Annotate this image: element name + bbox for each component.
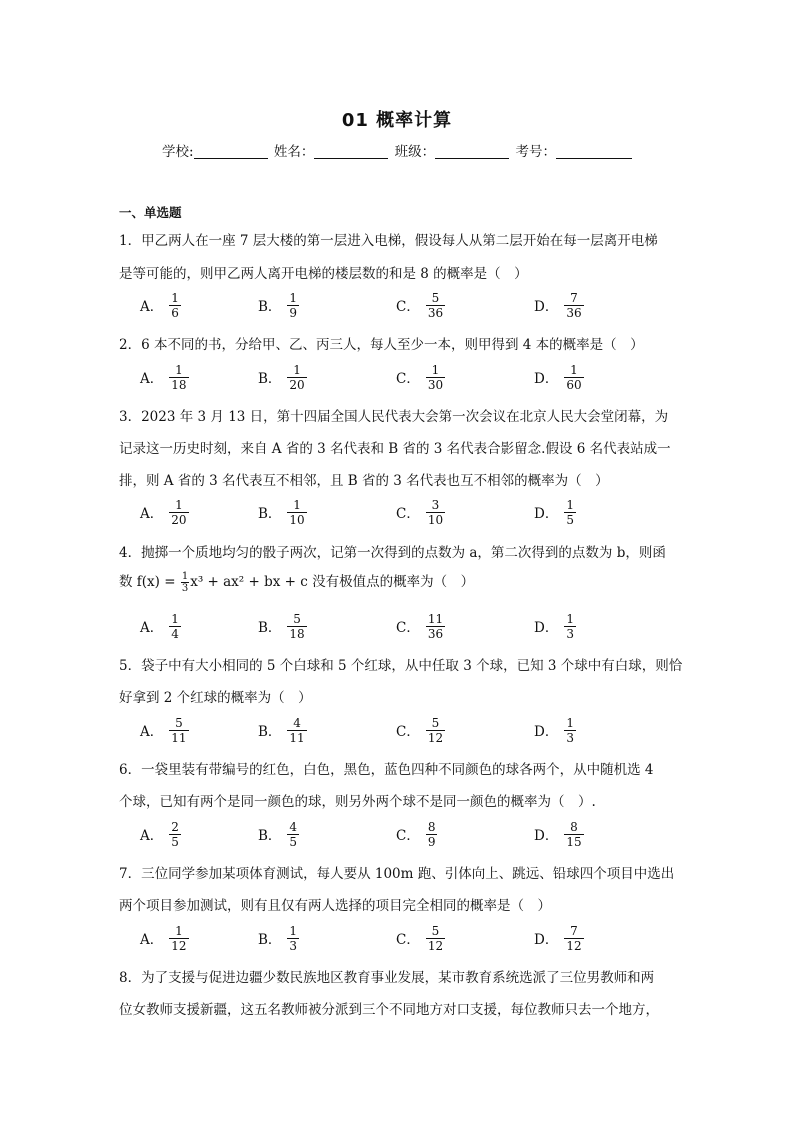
fraction-denominator: 3 [289, 938, 298, 953]
option-letter: B． [258, 620, 282, 636]
option-letter: D． [534, 506, 559, 522]
option-fraction [426, 924, 445, 953]
question-5-line-1: 5．袋子中有大小相同的 5 个白球和 5 个红球，从中任取 3 个球，已知 3 个球中有白球，则恰 [119, 658, 683, 674]
fraction-numerator: 1 [175, 497, 183, 512]
question-4-line-1: 4．抛掷一个质地均匀的骰子两次，记第一次得到的点数为 a，第二次得到的点数为 b，则函 [119, 545, 666, 561]
fraction-numerator: 4 [289, 819, 298, 834]
option-fraction [169, 363, 188, 392]
number-field[interactable] [556, 144, 632, 159]
fraction-numerator: 5 [293, 611, 301, 626]
fraction-denominator: 20 [171, 512, 187, 527]
option-letter: A． [140, 620, 164, 636]
fraction-numerator: 7 [570, 290, 578, 305]
fraction-denominator: 36 [427, 626, 444, 641]
option-a[interactable] [140, 713, 189, 747]
question-1-options [140, 288, 700, 322]
question-2-options [140, 360, 700, 394]
option-c[interactable] [396, 713, 445, 747]
option-fraction [287, 498, 306, 527]
option-c[interactable] [396, 288, 445, 322]
option-fraction [426, 498, 445, 527]
option-d[interactable] [534, 817, 584, 851]
fraction-denominator: 36 [566, 305, 582, 320]
fraction-numerator: 1 [181, 571, 189, 582]
option-fraction [564, 363, 583, 392]
option-fraction [426, 716, 445, 745]
option-d[interactable] [534, 921, 584, 955]
fraction-numerator: 8 [427, 819, 436, 834]
question-3-options [140, 495, 700, 529]
school-label: 学校: [162, 144, 194, 160]
option-fraction [287, 612, 306, 641]
fraction-denominator: 11 [289, 730, 305, 745]
option-c[interactable] [396, 921, 445, 955]
fraction-numerator: 1 [566, 715, 574, 730]
option-fraction [426, 612, 445, 641]
fraction-denominator: 11 [171, 730, 187, 745]
option-letter: C． [396, 506, 420, 522]
fraction-numerator: 5 [431, 290, 440, 305]
option-c[interactable] [396, 360, 445, 394]
option-letter: B． [258, 371, 282, 387]
class-label: 班级： [394, 144, 436, 160]
option-d[interactable] [534, 495, 576, 529]
question-7-options [140, 921, 700, 955]
number-label: 考号： [515, 144, 556, 160]
fraction-numerator: 1 [289, 290, 298, 305]
fraction-numerator: 1 [293, 497, 301, 512]
fraction-denominator: 5 [289, 834, 298, 849]
option-a[interactable] [140, 609, 181, 643]
fraction-numerator: 5 [175, 715, 183, 730]
option-fraction [564, 612, 576, 641]
question-5-line-2: 好拿到 2 个红球的概率为（ ） [119, 690, 312, 706]
fraction-denominator: 12 [427, 730, 444, 745]
question-6-options [140, 817, 700, 851]
option-letter: D． [534, 620, 559, 636]
fraction-numerator: 5 [431, 715, 440, 730]
option-fraction [426, 363, 445, 392]
question-1-line-1: 1．甲乙两人在一座 7 层大楼的第一层进入电梯，假设每人从第二层开始在每一层离开电梯 [119, 233, 658, 249]
fraction-denominator: 15 [566, 834, 582, 849]
option-letter: D． [534, 299, 559, 315]
option-c[interactable] [396, 609, 445, 643]
question-3-line-3: 排，则 A 省的 3 名代表互不相邻，且 B 省的 3 名代表也互不相邻的概率为（ ） [119, 473, 609, 489]
fraction-numerator: 7 [570, 923, 578, 938]
fraction-numerator: 1 [175, 362, 183, 377]
fraction-denominator: 10 [427, 512, 444, 527]
option-d[interactable] [534, 288, 584, 322]
option-letter: C． [396, 371, 420, 387]
fraction-denominator: 3 [566, 626, 574, 641]
fraction-numerator: 1 [566, 611, 574, 626]
option-fraction [287, 924, 299, 953]
option-fraction [426, 291, 445, 320]
fraction-denominator: 9 [289, 305, 298, 320]
fraction-numerator: 1 [289, 923, 298, 938]
option-a[interactable] [140, 495, 189, 529]
option-letter: B． [258, 506, 282, 522]
fraction-denominator: 3 [566, 730, 574, 745]
option-letter: A． [140, 828, 164, 844]
fraction-denominator: 6 [171, 305, 179, 320]
option-b[interactable] [258, 360, 307, 394]
option-letter: C． [396, 932, 420, 948]
fraction-denominator: 12 [427, 938, 444, 953]
fraction-numerator: 1 [171, 290, 179, 305]
fraction-numerator: 1 [171, 611, 179, 626]
fraction-numerator: 3 [431, 497, 440, 512]
option-letter: A． [140, 932, 164, 948]
option-fraction [564, 498, 576, 527]
option-fraction [169, 716, 188, 745]
option-fraction [287, 820, 299, 849]
option-letter: C． [396, 620, 420, 636]
option-fraction [426, 820, 438, 849]
option-d[interactable] [534, 713, 576, 747]
option-fraction [564, 924, 583, 953]
fraction-numerator: 1 [175, 923, 183, 938]
school-field[interactable] [194, 144, 268, 159]
question-4-line-2 [119, 570, 474, 594]
question-6-line-2: 个球，已知有两个是同一颜色的球，则另外两个球不是同一颜色的概率为（ ）. [119, 794, 596, 810]
option-letter: A． [140, 724, 164, 740]
section-heading: 一、单选题 [119, 205, 182, 220]
name-field[interactable] [314, 144, 388, 159]
question-2-line-1: 2．6 本不同的书，分给甲、乙、丙三人，每人至少一本，则甲得到 4 本的概率是（ ） [119, 337, 644, 353]
option-fraction [287, 716, 306, 745]
option-b[interactable] [258, 713, 307, 747]
option-a[interactable] [140, 817, 181, 851]
fraction-denominator: 30 [427, 377, 444, 392]
option-letter: C． [396, 828, 420, 844]
option-d[interactable] [534, 360, 584, 394]
fraction-numerator: 8 [570, 819, 578, 834]
option-fraction [169, 924, 188, 953]
option-letter: A． [140, 299, 164, 315]
option-d[interactable] [534, 609, 576, 643]
fraction-denominator: 20 [289, 377, 305, 392]
option-b[interactable] [258, 288, 299, 322]
option-letter: D． [534, 828, 559, 844]
fraction-denominator: 36 [427, 305, 444, 320]
fraction-numerator: 1 [566, 497, 574, 512]
option-fraction [169, 820, 181, 849]
fraction-denominator: 4 [171, 626, 179, 641]
option-fraction [564, 291, 583, 320]
fraction-numerator: 11 [427, 611, 444, 626]
option-letter: B． [258, 299, 282, 315]
name-label: 姓名： [273, 144, 315, 160]
question-8-line-2: 位女教师支援新疆，这五名教师被分派到三个不同地方对口支援，每位教师只去一个地方， [119, 1002, 659, 1018]
option-letter: D． [534, 371, 559, 387]
option-letter: B． [258, 828, 282, 844]
fraction-numerator: 1 [570, 362, 578, 377]
option-letter: C． [396, 724, 420, 740]
option-b[interactable] [258, 921, 299, 955]
option-letter: D． [534, 724, 559, 740]
option-fraction [287, 363, 306, 392]
question-7-line-2: 两个项目参加测试，则有且仅有两人选择的项目完全相同的概率是（ ） [119, 898, 551, 914]
fraction-numerator: 1 [293, 362, 301, 377]
option-fraction [287, 291, 299, 320]
question-1-line-2: 是等可能的，则甲乙两人离开电梯的楼层数的和是 8 的概率是（ ） [119, 266, 528, 282]
option-c[interactable] [396, 495, 445, 529]
fraction-denominator: 9 [427, 834, 436, 849]
fraction-denominator: 18 [171, 377, 187, 392]
question-8-line-1: 8．为了支援与促进边疆少数民族地区教育事业发展，某市教育系统选派了三位男教师和两 [119, 970, 655, 986]
option-letter: D． [534, 932, 559, 948]
option-letter: A． [140, 506, 164, 522]
option-letter: A． [140, 371, 164, 387]
option-c[interactable] [396, 817, 437, 851]
fraction-denominator: 5 [566, 512, 574, 527]
option-b[interactable] [258, 609, 307, 643]
option-fraction [564, 716, 576, 745]
question-4-fraction [181, 571, 189, 594]
question-4-suffix: x³ + ax² + bx + c 没有极值点的概率为（ ） [190, 574, 475, 590]
class-field[interactable] [435, 144, 509, 159]
fraction-numerator: 1 [431, 362, 440, 377]
question-4-options [140, 609, 700, 643]
fraction-numerator: 4 [293, 715, 301, 730]
option-b[interactable] [258, 495, 307, 529]
fraction-denominator: 12 [171, 938, 187, 953]
option-letter: B． [258, 932, 282, 948]
option-a[interactable] [140, 288, 181, 322]
page-title: 01 概率计算 [341, 110, 453, 131]
option-a[interactable] [140, 921, 189, 955]
option-letter: B． [258, 724, 282, 740]
option-fraction [169, 612, 181, 641]
option-fraction [169, 291, 181, 320]
fraction-denominator: 12 [566, 938, 582, 953]
question-3-line-1: 3．2023 年 3 月 13 日，第十四届全国人民代表大会第一次会议在北京人民大会堂闭幕，为 [119, 409, 669, 425]
fraction-denominator: 3 [181, 583, 189, 594]
question-6-line-1: 6．一袋里装有带编号的红色，白色，黑色，蓝色四种不同颜色的球各两个，从中随机选 4 [119, 762, 654, 778]
question-5-options [140, 713, 700, 747]
option-fraction [564, 820, 583, 849]
option-letter: C． [396, 299, 420, 315]
fraction-denominator: 5 [171, 834, 179, 849]
option-fraction [169, 498, 188, 527]
fraction-denominator: 18 [289, 626, 305, 641]
fraction-numerator: 2 [171, 819, 179, 834]
option-a[interactable] [140, 360, 189, 394]
option-b[interactable] [258, 817, 299, 851]
fraction-numerator: 5 [431, 923, 440, 938]
question-3-line-2: 记录这一历史时刻，来自 A 省的 3 名代表和 B 省的 3 名代表合影留念.假设 6 名代表站成一 [119, 441, 671, 457]
question-7-line-1: 7．三位同学参加某项体育测试，每人要从 100m 跑、引体向上、跳远、铅球四个项目中选出 [119, 866, 675, 882]
fraction-denominator: 10 [289, 512, 305, 527]
question-4-prefix: 数 f(x) = [119, 574, 180, 590]
student-info-row [0, 140, 794, 160]
fraction-denominator: 60 [566, 377, 582, 392]
